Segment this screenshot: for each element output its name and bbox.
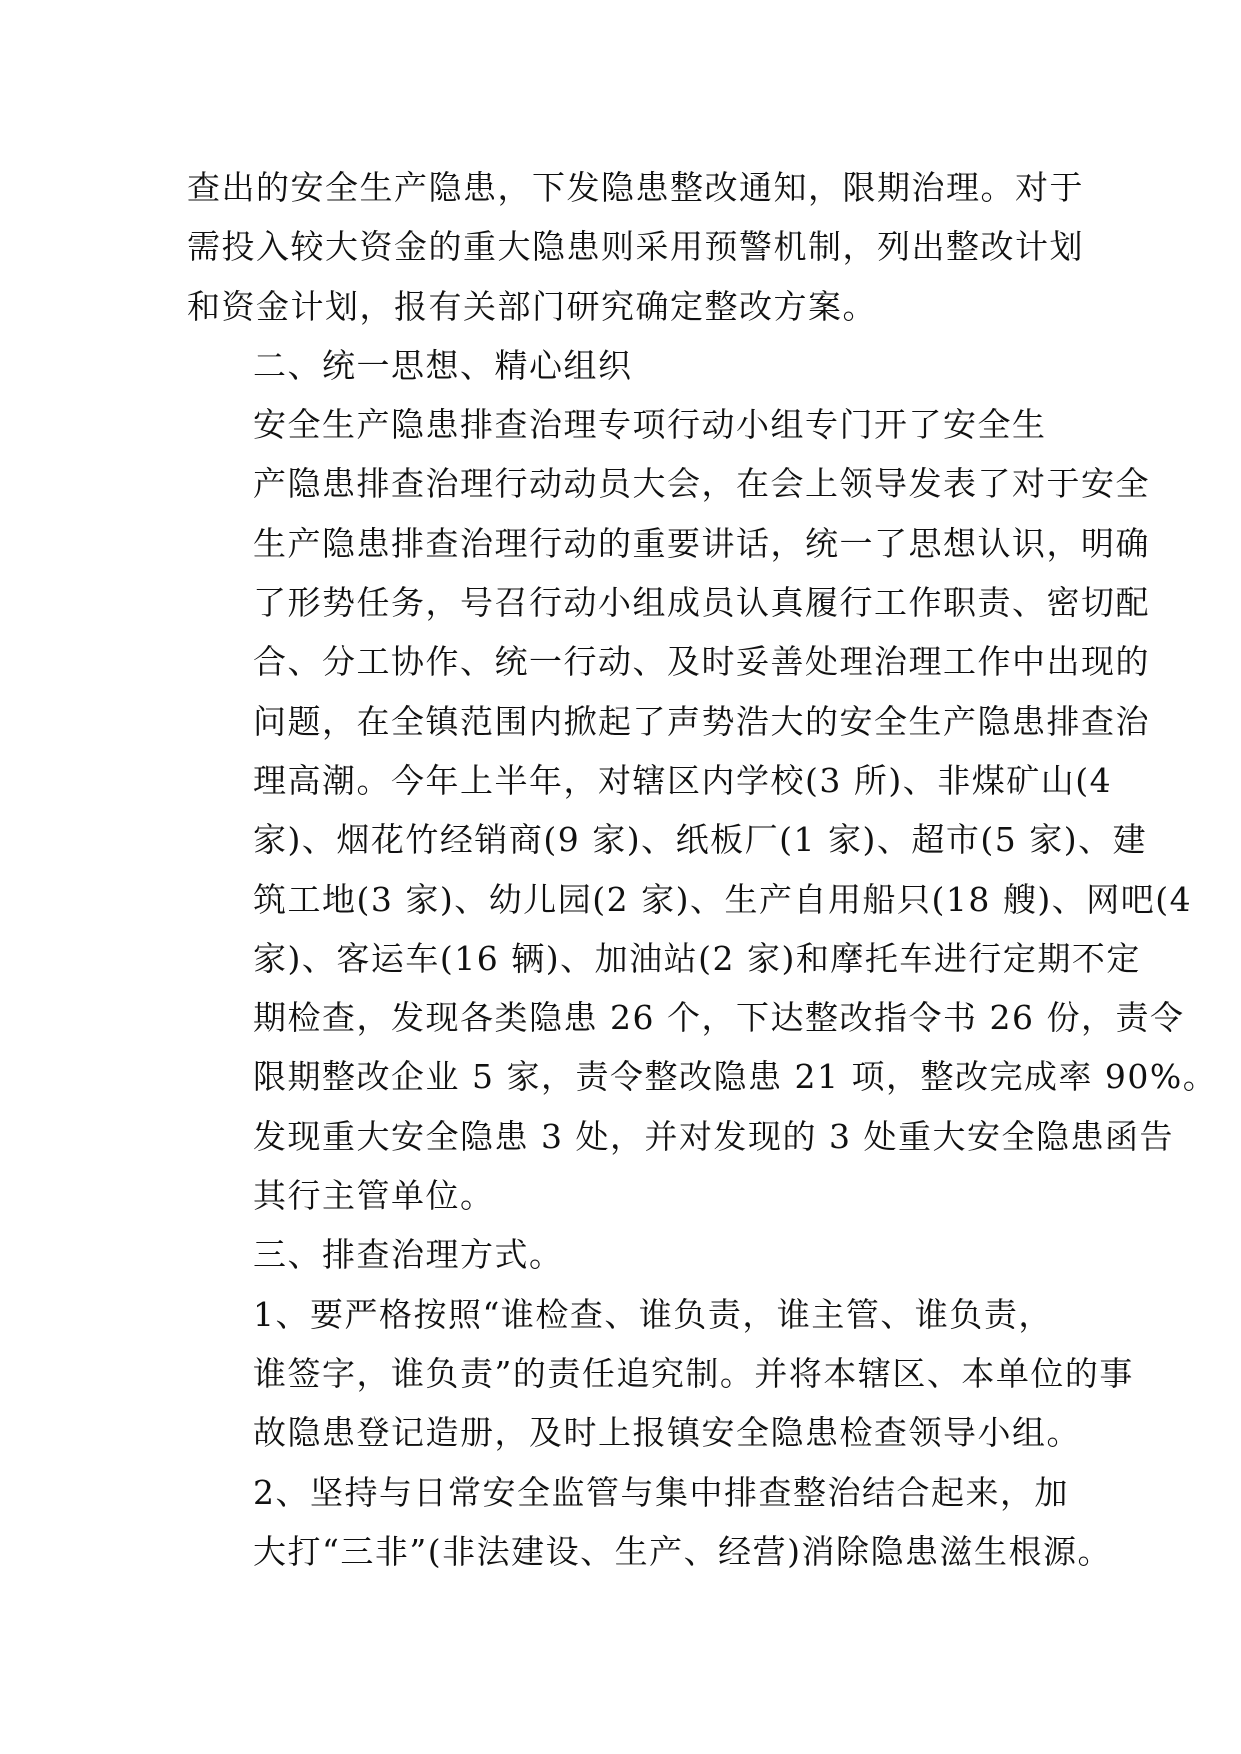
text-line: 了形势任务，号召行动小组成员认真履行工作职责、密切配: [253, 583, 1150, 623]
text-line: 生产隐患排查治理行动的重要讲话，统一了思想认识，明确: [253, 523, 1150, 563]
text-line: 产隐患排查治理行动动员大会，在会上领导发表了对于安全: [253, 464, 1150, 504]
text-line: 三、排查治理方式。: [253, 1235, 564, 1275]
body-paragraph: [187, 395, 1218, 1225]
body-paragraph: [187, 1463, 1112, 1582]
text-line: 和资金计划，报有关部门研究确定整改方案。: [187, 286, 877, 326]
text-line: 理高潮。今年上半年，对辖区内学校(3 所)、非煤矿山(4: [253, 760, 1113, 800]
text-line: 谁签字，谁负责”的责任追究制。并将本辖区、本单位的事: [253, 1353, 1134, 1393]
text-line: 故隐患登记造册，及时上报镇安全隐患检查领导小组。: [253, 1413, 1081, 1453]
section-heading: [187, 1225, 1067, 1284]
text-line: 筑工地(3 家)、幼儿园(2 家)、生产自用船只(18 艘)、网吧(4: [253, 879, 1193, 919]
text-line: 发现重大安全隐患 3 处，并对发现的 3 处重大安全隐患函告: [253, 1116, 1174, 1156]
text-line: 家)、烟花竹经销商(9 家)、纸板厂(1 家)、超市(5 家)、建: [253, 820, 1148, 860]
text-line: 查出的安全生产隐患，下发隐患整改通知，限期治理。对于: [187, 168, 1084, 207]
body-paragraph: [187, 1285, 1134, 1463]
section-heading: [187, 336, 1067, 395]
text-line: 其行主管单位。: [253, 1176, 495, 1216]
body-paragraph: [187, 158, 1084, 336]
text-line: 家)、客运车(16 辆)、加油站(2 家)和摩托车进行定期不定: [253, 938, 1141, 978]
text-line: 二、统一思想、精心组织: [253, 345, 633, 385]
text-line: 需投入较大资金的重大隐患则采用预警机制，列出整改计划: [187, 227, 1084, 267]
text-line: 大打“三非”(非法建设、生产、经营)消除隐患滋生根源。: [253, 1531, 1112, 1571]
text-line: 合、分工协作、统一行动、及时妥善处理治理工作中出现的: [253, 642, 1150, 682]
text-line: 期检查，发现各类隐患 26 个，下达整改指令书 26 份，责令: [253, 998, 1185, 1038]
text-line: 2、坚持与日常安全监管与集中排查整治结合起来，加: [253, 1472, 1069, 1512]
text-line: 问题，在全镇范围内掀起了声势浩大的安全生产隐患排查治: [253, 701, 1150, 741]
text-line: 1、要严格按照“谁检查、谁负责，谁主管、谁负责，: [253, 1294, 1053, 1334]
text-line: 限期整改企业 5 家，责令整改隐患 21 项，整改完成率 90%。: [253, 1057, 1218, 1097]
document-body: [187, 158, 1218, 1581]
text-line: 安全生产隐患排查治理专项行动小组专门开了安全生: [253, 405, 1047, 445]
